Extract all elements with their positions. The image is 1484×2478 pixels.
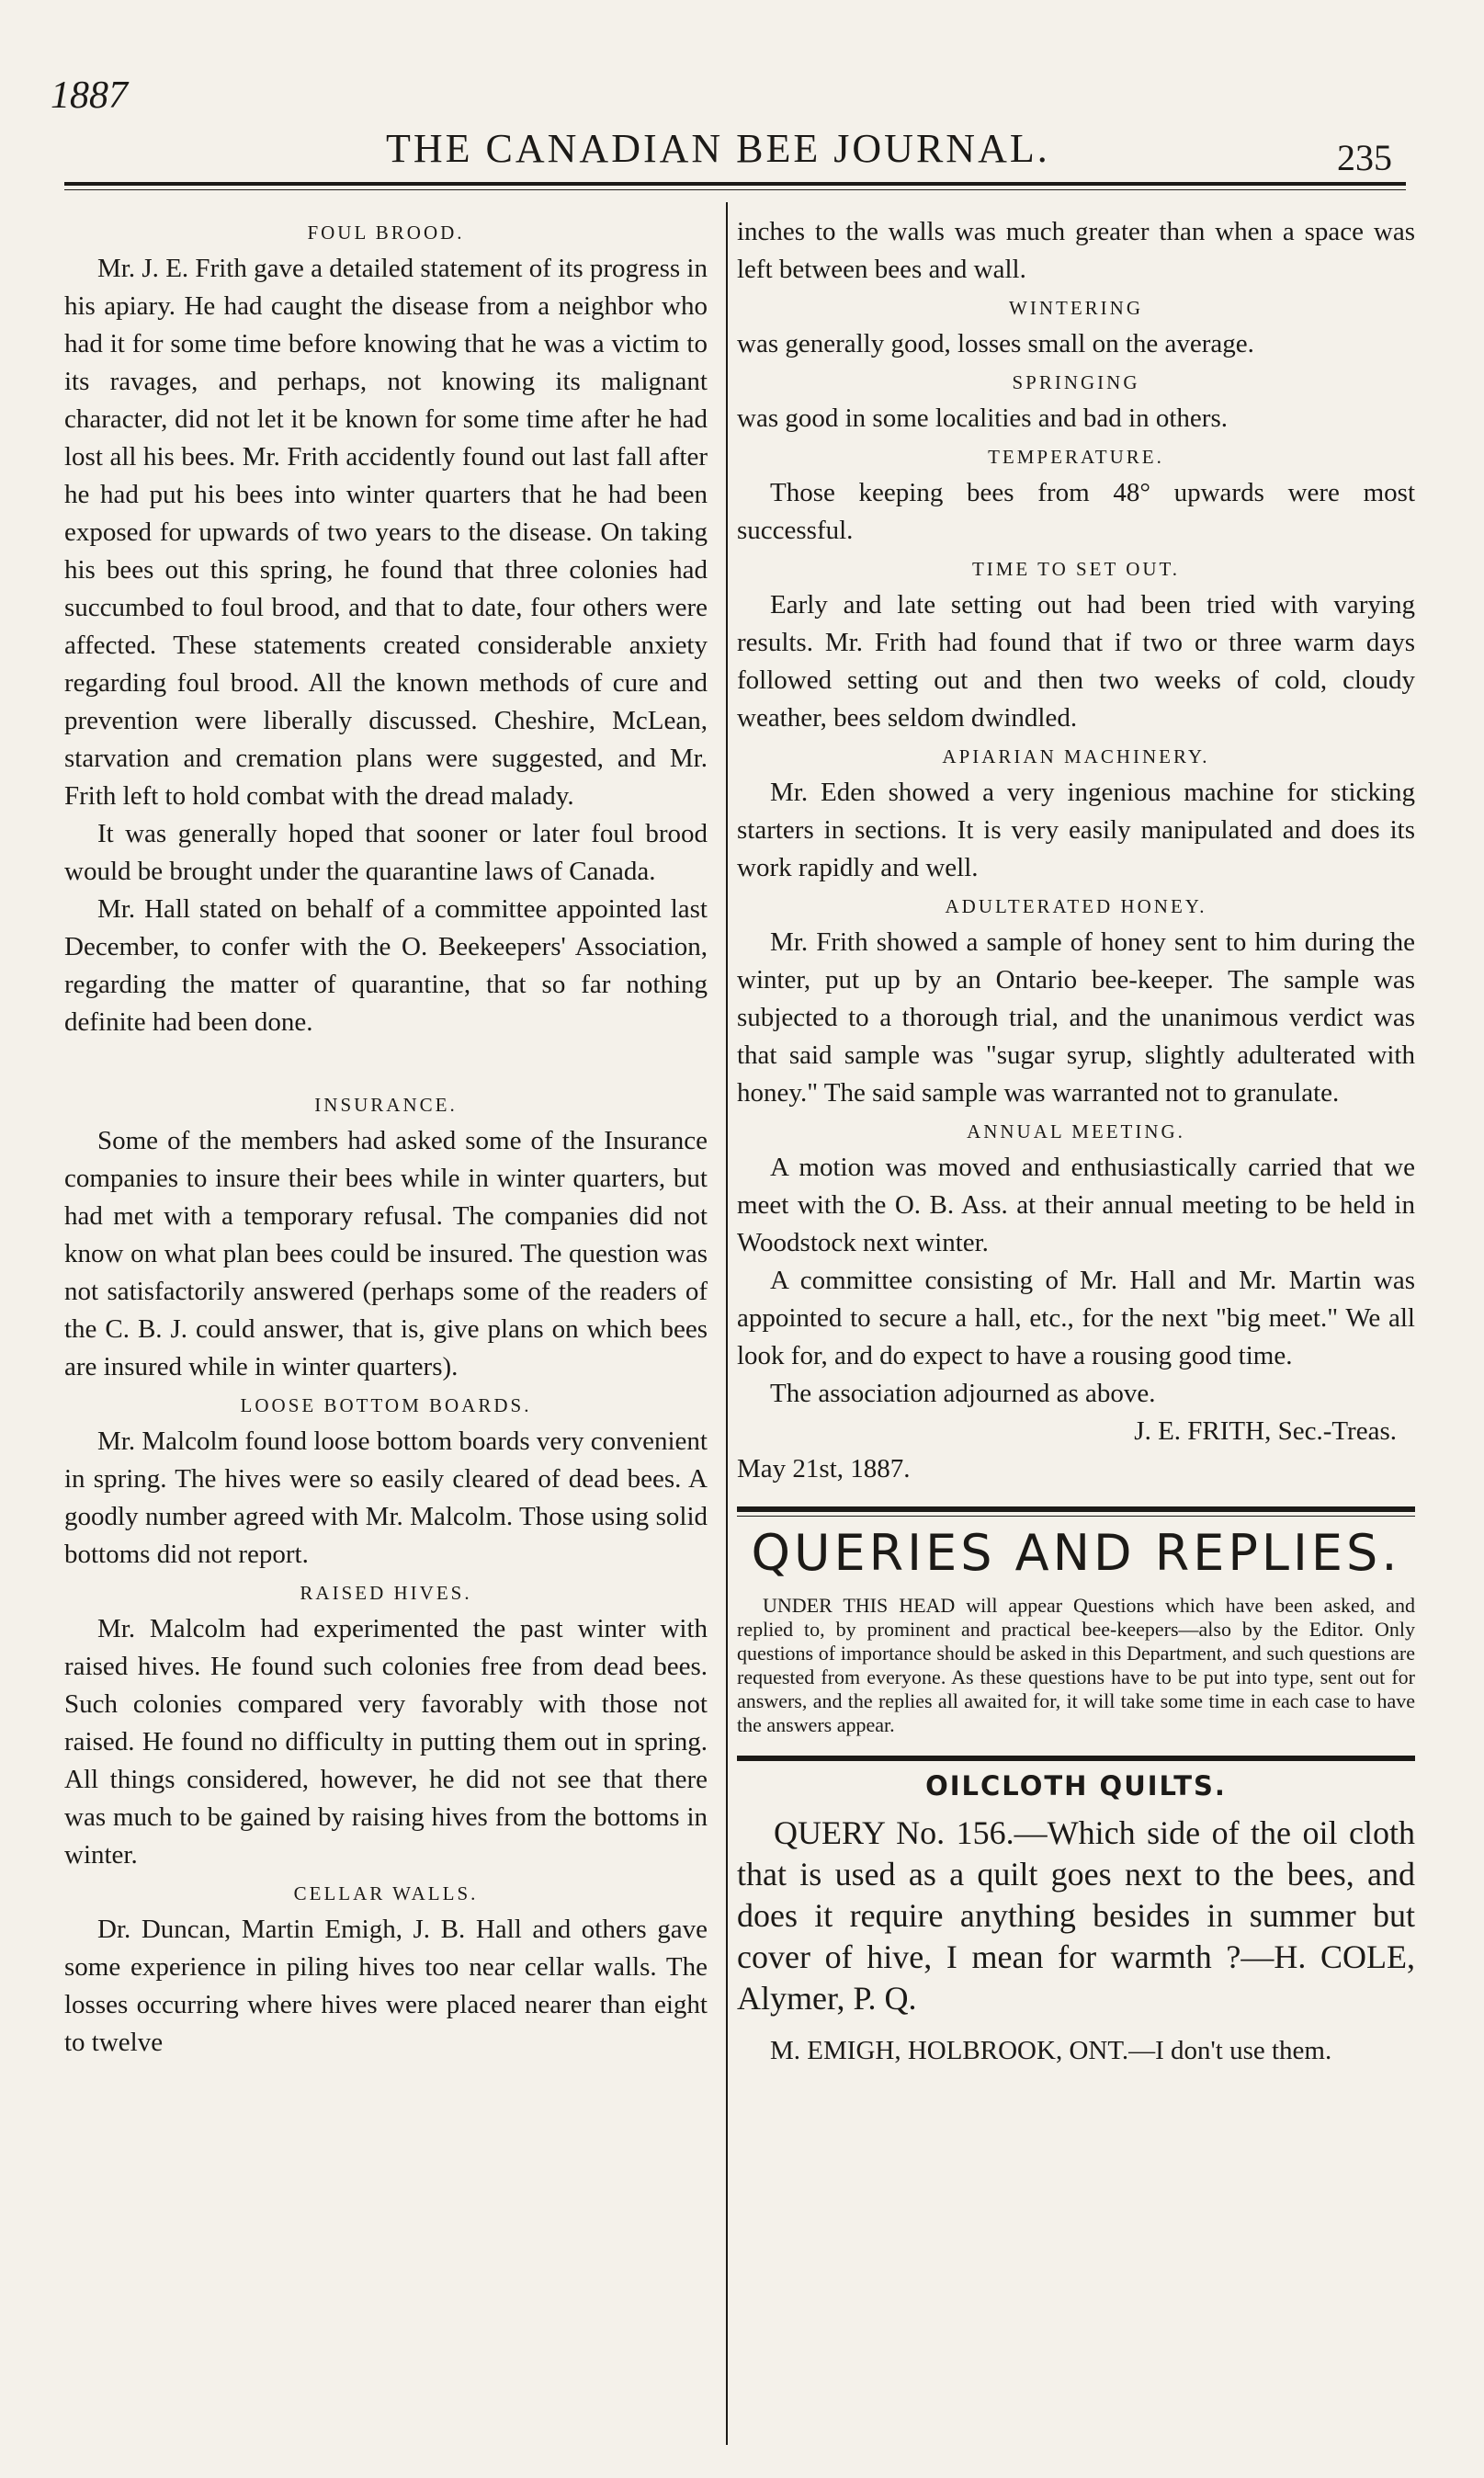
- header-rule: [64, 182, 1406, 186]
- heading-cellar-walls: CELLAR WALLS.: [293, 1882, 479, 1904]
- heading-wintering: WINTERING: [1009, 297, 1143, 319]
- paragraph-wintering: was generally good, losses small on the average.: [737, 329, 1254, 358]
- section-rule-thin: [737, 1516, 1415, 1517]
- column-divider: [726, 202, 728, 2445]
- query-rule-thick: [737, 1756, 1415, 1761]
- paragraph-foul-brood-2: It was generally hoped that sooner or later foul brood would be brought under the quarantine laws of Canada.: [64, 819, 708, 886]
- page-number: 235: [1337, 137, 1392, 178]
- heading-foul-brood: FOUL BROOD.: [307, 222, 465, 244]
- header-year: 1887: [51, 74, 128, 117]
- heading-adulterated-honey: ADULTERATED HONEY.: [945, 895, 1207, 917]
- paragraph-adulterated-honey: Mr. Frith showed a sample of honey sent to him during the winter, put up by an Ontario bee-keeper. The sample was subjected to a thorough trial, and the unanimous verdict was that said sample was "sugar syrup, slightly adulterated with honey." The said sample was warranted not to granulate.: [737, 927, 1415, 1108]
- paragraph-annual-meeting-2: A committee consisting of Mr. Hall and Mr. Martin was appointed to secure a hall, etc., for the next "big meet." We all look for, and do expect to have a rousing good time.: [737, 1266, 1415, 1370]
- heading-time-to-set-out: TIME TO SET OUT.: [971, 558, 1181, 580]
- paragraph-loose-bottom-boards: Mr. Malcolm found loose bottom boards very convenient in spring. The hives were so easily cleared of dead bees. A goodly number agreed with Mr. Malcolm. Those using solid bottoms did not report.: [64, 1427, 708, 1569]
- heading-temperature: TEMPERATURE.: [988, 446, 1164, 468]
- heading-raised-hives: RAISED HIVES.: [300, 1582, 472, 1604]
- report-date: May 21st, 1887.: [737, 1454, 911, 1483]
- heading-loose-bottom-boards: LOOSE BOTTOM BOARDS.: [240, 1394, 532, 1416]
- heading-springing: SPRINGING: [1012, 371, 1140, 393]
- paragraph-annual-meeting-3: The association adjourned as above.: [770, 1379, 1156, 1408]
- paragraph-cellar-continued: inches to the walls was much greater than when a space was left between bees and wall.: [737, 217, 1415, 284]
- paragraph-insurance: Some of the members had asked some of the Insurance companies to insure their bees while in winter quarters, but had met with a temporary refusal. The companies did not know on what plan bees could be insured. The question was not satisfactorily answered (perhaps some of the readers of the C. B. J. could answer, that is, give plans on which bees are insured while in winter quarters).: [64, 1126, 708, 1381]
- paragraph-springing: was good in some localities and bad in others.: [737, 404, 1228, 433]
- answer-emigh: M. EMIGH, HOLBROOK, ONT.—I don't use them.: [770, 2036, 1332, 2065]
- paragraph-cellar-walls: Dr. Duncan, Martin Emigh, J. B. Hall and others gave some experience in piling hives too near cellar walls. The losses occurring where hives were placed nearer than eight to twelve: [64, 1915, 708, 2057]
- paragraph-temperature: Those keeping bees from 48° upwards were most successful.: [737, 478, 1415, 545]
- left-column: [64, 213, 708, 2062]
- paragraph-foul-brood-3: Mr. Hall stated on behalf of a committee appointed last December, to confer with the O. Beekeepers' Association, regarding the matter of quarantine, that so far nothing definite had been done.: [64, 894, 708, 1037]
- paragraph-annual-meeting-1: A motion was moved and enthusiastically carried that we meet with the O. B. Ass. at their annual meeting to be held in Woodstock next winter.: [737, 1153, 1415, 1257]
- query-156: QUERY No. 156.—Which side of the oil cloth that is used as a quilt goes next to the bees, and does it require anything besides in summer but cover of hive, I mean for warmth ?—H. COLE, Alymer, P. Q.: [737, 1814, 1415, 2017]
- section-rule-thick: [737, 1506, 1415, 1512]
- oilcloth-quilts-title: OILCLOTH QUILTS.: [925, 1770, 1227, 1802]
- heading-insurance: INSURANCE.: [314, 1094, 458, 1116]
- heading-annual-meeting: ANNUAL MEETING.: [967, 1120, 1185, 1142]
- right-column: [737, 213, 1415, 2069]
- signature: J. E. FRITH, Sec.-Treas.: [1134, 1416, 1397, 1446]
- spacer: [64, 1041, 708, 1086]
- journal-title: THE CANADIAN BEE JOURNAL.: [386, 126, 1050, 171]
- queries-and-replies-title: QUERIES AND REPLIES.: [751, 1524, 1401, 1582]
- queries-note: UNDER THIS HEAD will appear Questions which have been asked, and replied to, by prominent and practical bee-keepers—also by the Editor. Only questions of importance should be asked in this Department, and such questions are requested from everyone. As these questions have to be put into type, sent out for answers, and the replies all awaited for, it will take some time in each case to have the answers appear.: [737, 1594, 1415, 1736]
- paragraph-raised-hives: Mr. Malcolm had experimented the past winter with raised hives. He found such colonies free from dead bees. Such colonies compared very favorably with those not raised. He found no difficulty in putting them out in spring. All things considered, however, he did not see that there was much to be gained by raising hives from the bottoms in winter.: [64, 1614, 708, 1870]
- paragraph-foul-brood-1: Mr. J. E. Frith gave a detailed statement of its progress in his apiary. He had caught the disease from a neighbor who had it for some time before knowing that he was a victim to its ravages, and perhaps, not knowing its malignant character, did not let it be known for some time after he had lost all his bees. Mr. Frith accidently found out last fall after he had put his bees into winter quarters that he had been exposed for upwards of two years to the disease. On taking his bees out this spring, he found that three colonies had succumbed to foul brood, and that to date, four others were affected. These statements created considerable anxiety regarding foul brood. All the known methods of cure and prevention were liberally discussed. Cheshire, McLean, starvation and cremation plans were suggested, and Mr. Frith left to hold combat with the dread malady.: [64, 254, 708, 811]
- paragraph-time-to-set-out: Early and late setting out had been tried with varying results. Mr. Frith had found that if two or three warm days followed setting out and then two weeks of cold, cloudy weather, bees seldom dwindled.: [737, 590, 1415, 733]
- paragraph-apiarian-machinery: Mr. Eden showed a very ingenious machine for sticking starters in sections. It is very easily manipulated and does its work rapidly and well.: [737, 778, 1415, 882]
- header-rule-thin: [64, 189, 1406, 190]
- heading-apiarian-machinery: APIARIAN MACHINERY.: [942, 745, 1210, 767]
